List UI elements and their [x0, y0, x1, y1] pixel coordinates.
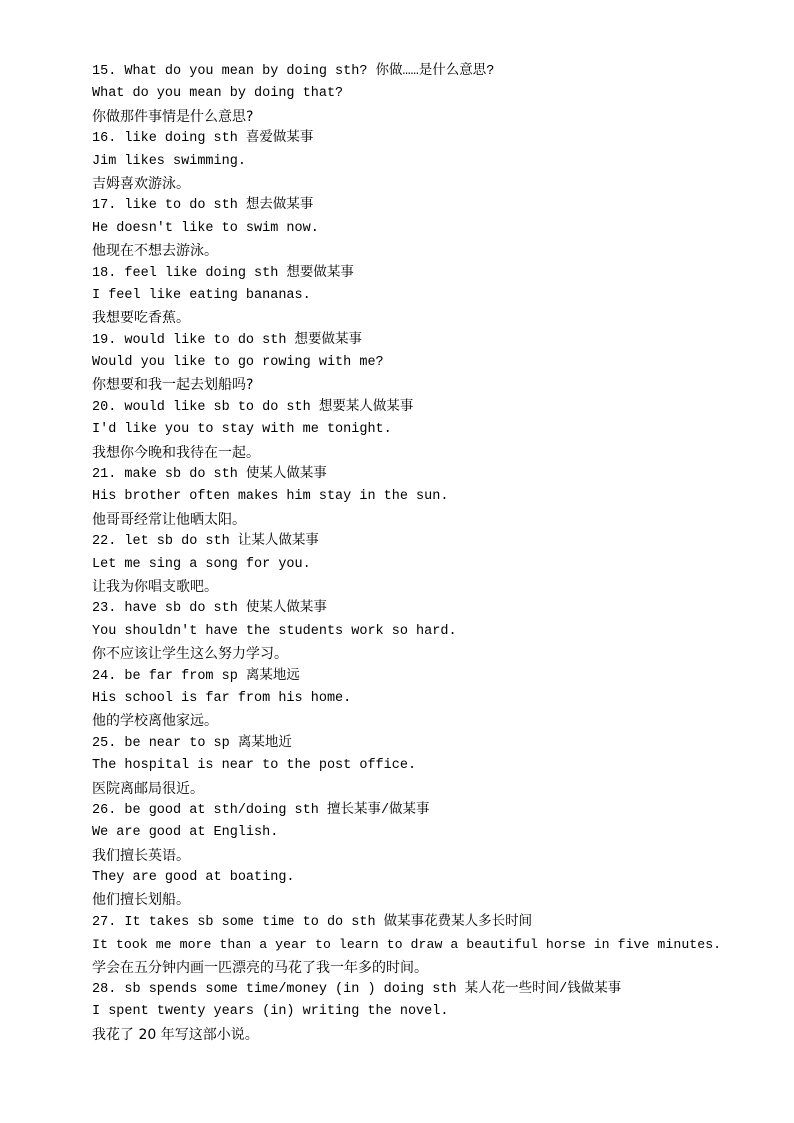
example-sentence: I spent twenty years (in) writing the novel.	[92, 1004, 449, 1020]
example-translation: 医院离邮局很近。	[92, 780, 204, 797]
example-sentence: His brother often makes him stay in the sun.	[92, 489, 449, 505]
phrase-heading: 16. like doing sth 喜爱做某事	[92, 131, 314, 147]
example-translation: 他现在不想去游泳。	[92, 243, 218, 260]
document-page	[92, 61, 752, 1046]
phrase-heading: 25. be near to sp 离某地近	[92, 735, 292, 751]
example-sentence: He doesn't like to swim now.	[92, 220, 319, 236]
phrase-heading: 17. like to do sth 想去做某事	[92, 198, 314, 214]
example-sentence: It took me more than a year to learn to draw a beautiful horse in five minutes.	[92, 937, 722, 953]
example-sentence: I'd like you to stay with me tonight.	[92, 422, 392, 438]
example-translation: 我想要吃香蕉。	[92, 310, 190, 327]
phrase-heading: 19. would like to do sth 想要做某事	[92, 332, 363, 348]
example-sentence: I feel like eating bananas.	[92, 287, 311, 303]
example-sentence: They are good at boating.	[92, 870, 295, 886]
example-sentence: Would you like to go rowing with me?	[92, 355, 384, 371]
example-translation: 吉姆喜欢游泳。	[92, 175, 190, 192]
example-translation: 你想要和我一起去划船吗?	[92, 377, 254, 394]
example-translation: 他哥哥经常让他晒太阳。	[92, 511, 246, 528]
example-translation: 你不应该让学生这么努力学习。	[92, 646, 288, 663]
phrase-heading: 22. let sb do sth 让某人做某事	[92, 534, 319, 550]
phrase-heading: 15. What do you mean by doing sth? 你做……是什么意思?	[92, 64, 495, 79]
example-translation: 让我为你唱支歌吧。	[92, 578, 218, 595]
example-sentence: Jim likes swimming.	[92, 153, 246, 169]
example-sentence: Let me sing a song for you.	[92, 556, 311, 572]
example-translation: 他们擅长划船。	[92, 892, 190, 909]
example-sentence: What do you mean by doing that?	[92, 86, 344, 102]
phrase-heading: 24. be far from sp 离某地远	[92, 668, 300, 684]
phrase-heading: 26. be good at sth/doing sth 擅长某事/做某事	[92, 802, 430, 818]
phrase-heading: 27. It takes sb some time to do sth 做某事花费某人多长时间	[92, 914, 533, 930]
example-translation: 我想你今晚和我待在一起。	[92, 444, 260, 461]
example-sentence: You shouldn't have the students work so hard.	[92, 623, 457, 639]
example-sentence: The hospital is near to the post office.	[92, 758, 417, 774]
phrase-heading: 20. would like sb to do sth 想要某人做某事	[92, 399, 414, 415]
example-translation: 你做那件事情是什么意思?	[92, 108, 254, 125]
example-translation: 学会在五分钟内画一匹漂亮的马花了我一年多的时间。	[92, 959, 428, 976]
example-translation: 他的学校离他家远。	[92, 713, 218, 730]
phrase-heading: 28. sb spends some time/money (in ) doing sth 某人花一些时间/钱做某事	[92, 982, 622, 998]
phrase-heading: 21. make sb do sth 使某人做某事	[92, 467, 327, 483]
example-translation: 我们擅长英语。	[92, 847, 190, 864]
example-translation: 我花了 20 年写这部小说。	[92, 1026, 259, 1043]
phrase-heading: 23. have sb do sth 使某人做某事	[92, 601, 327, 617]
example-sentence: His school is far from his home.	[92, 690, 352, 706]
example-sentence: We are good at English.	[92, 825, 279, 841]
phrase-heading: 18. feel like doing sth 想要做某事	[92, 265, 354, 281]
